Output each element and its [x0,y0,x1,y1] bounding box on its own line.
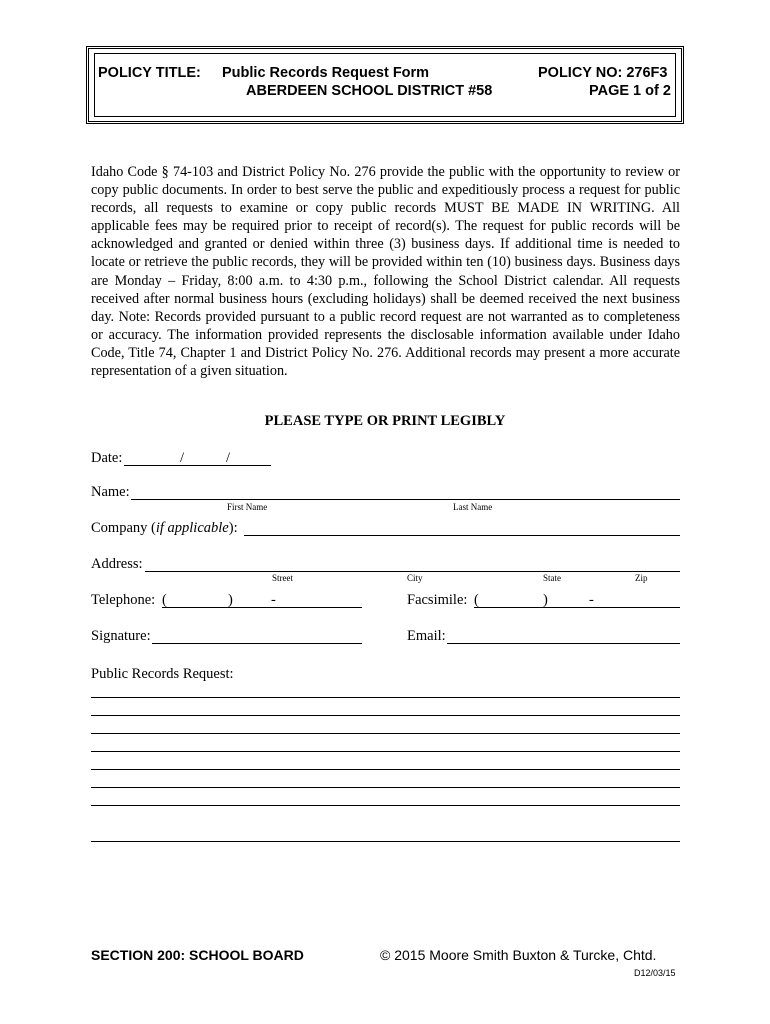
telephone-paren-open: ( [162,592,167,608]
address-label: Address: [91,556,143,572]
footer-revision-code: D12/03/15 [634,968,676,978]
request-line[interactable] [91,769,680,770]
policy-title-label: POLICY TITLE: [98,65,201,81]
request-line[interactable] [91,787,680,788]
telephone-label: Telephone: [91,592,156,608]
request-line[interactable] [91,697,680,698]
address-field[interactable] [145,571,680,572]
first-name-caption: First Name [227,502,268,512]
signature-field[interactable] [152,643,362,644]
district-name: ABERDEEN SCHOOL DISTRICT #58 [246,83,493,99]
page-indicator: PAGE 1 of 2 [589,83,671,99]
signature-label: Signature: [91,628,151,644]
street-caption: Street [272,573,293,583]
request-line[interactable] [91,751,680,752]
footer-section: SECTION 200: SCHOOL BOARD [91,947,304,963]
name-label: Name: [91,484,130,500]
intro-paragraph: Idaho Code § 74-103 and District Policy No. 276 provide the public with the opportunity to review or copy public documents. In order to best serve the public and expeditiously process a request for public records, all requests to examine or copy public records MUST BE MADE IN WRITING. All applicable fees may be required prior to receipt of record(s). The request for public records will be acknowledged and granted or denied within three (3) business days. If additional time is needed to locate or retrieve the public records, they will be provided within ten (10) business days. Business days are Monday – Friday, 8:00 a.m. to 4:30 p.m., following the School District calendar. All requests received after normal business hours (excluding holidays) shall be deemed received the next business day. Note: Records provided pursuant to a public record request are not warranted as to completeness or accuracy. The information provided represents the disclosable information available under Idaho Code, Title 74, Chapter 1 and District Policy No. 276. Additional records may present a more accurate representation of a given situation. [91,164,680,380]
telephone-field[interactable] [162,607,362,608]
policy-title: Public Records Request Form [222,65,430,81]
zip-caption: Zip [635,573,648,583]
facsimile-label: Facsimile: [407,592,468,608]
date-field[interactable] [124,465,271,466]
instruction-heading: PLEASE TYPE OR PRINT LEGIBLY [264,413,506,429]
request-line[interactable] [91,715,680,716]
date-label: Date: [91,450,123,466]
request-line[interactable] [91,805,680,806]
date-separator-2: / [226,450,231,466]
city-caption: City [407,573,423,583]
telephone-dash: - [271,592,276,608]
facsimile-paren-close: ) [543,592,548,608]
facsimile-field[interactable] [474,607,680,608]
request-label: Public Records Request: [91,666,234,682]
company-label: Company (if applicable): [91,520,238,536]
date-separator-1: / [180,450,185,466]
company-field[interactable] [244,535,680,536]
email-label: Email: [407,628,446,644]
facsimile-paren-open: ( [474,592,479,608]
request-line[interactable] [91,733,680,734]
facsimile-dash: - [589,592,594,608]
email-field[interactable] [447,643,680,644]
policy-number: POLICY NO: 276F3 [538,65,668,81]
footer-copyright: © 2015 Moore Smith Buxton & Turcke, Chtd. [380,947,657,963]
telephone-paren-close: ) [228,592,233,608]
last-name-caption: Last Name [453,502,493,512]
request-line[interactable] [91,841,680,842]
name-field[interactable] [131,499,680,500]
state-caption: State [543,573,561,583]
